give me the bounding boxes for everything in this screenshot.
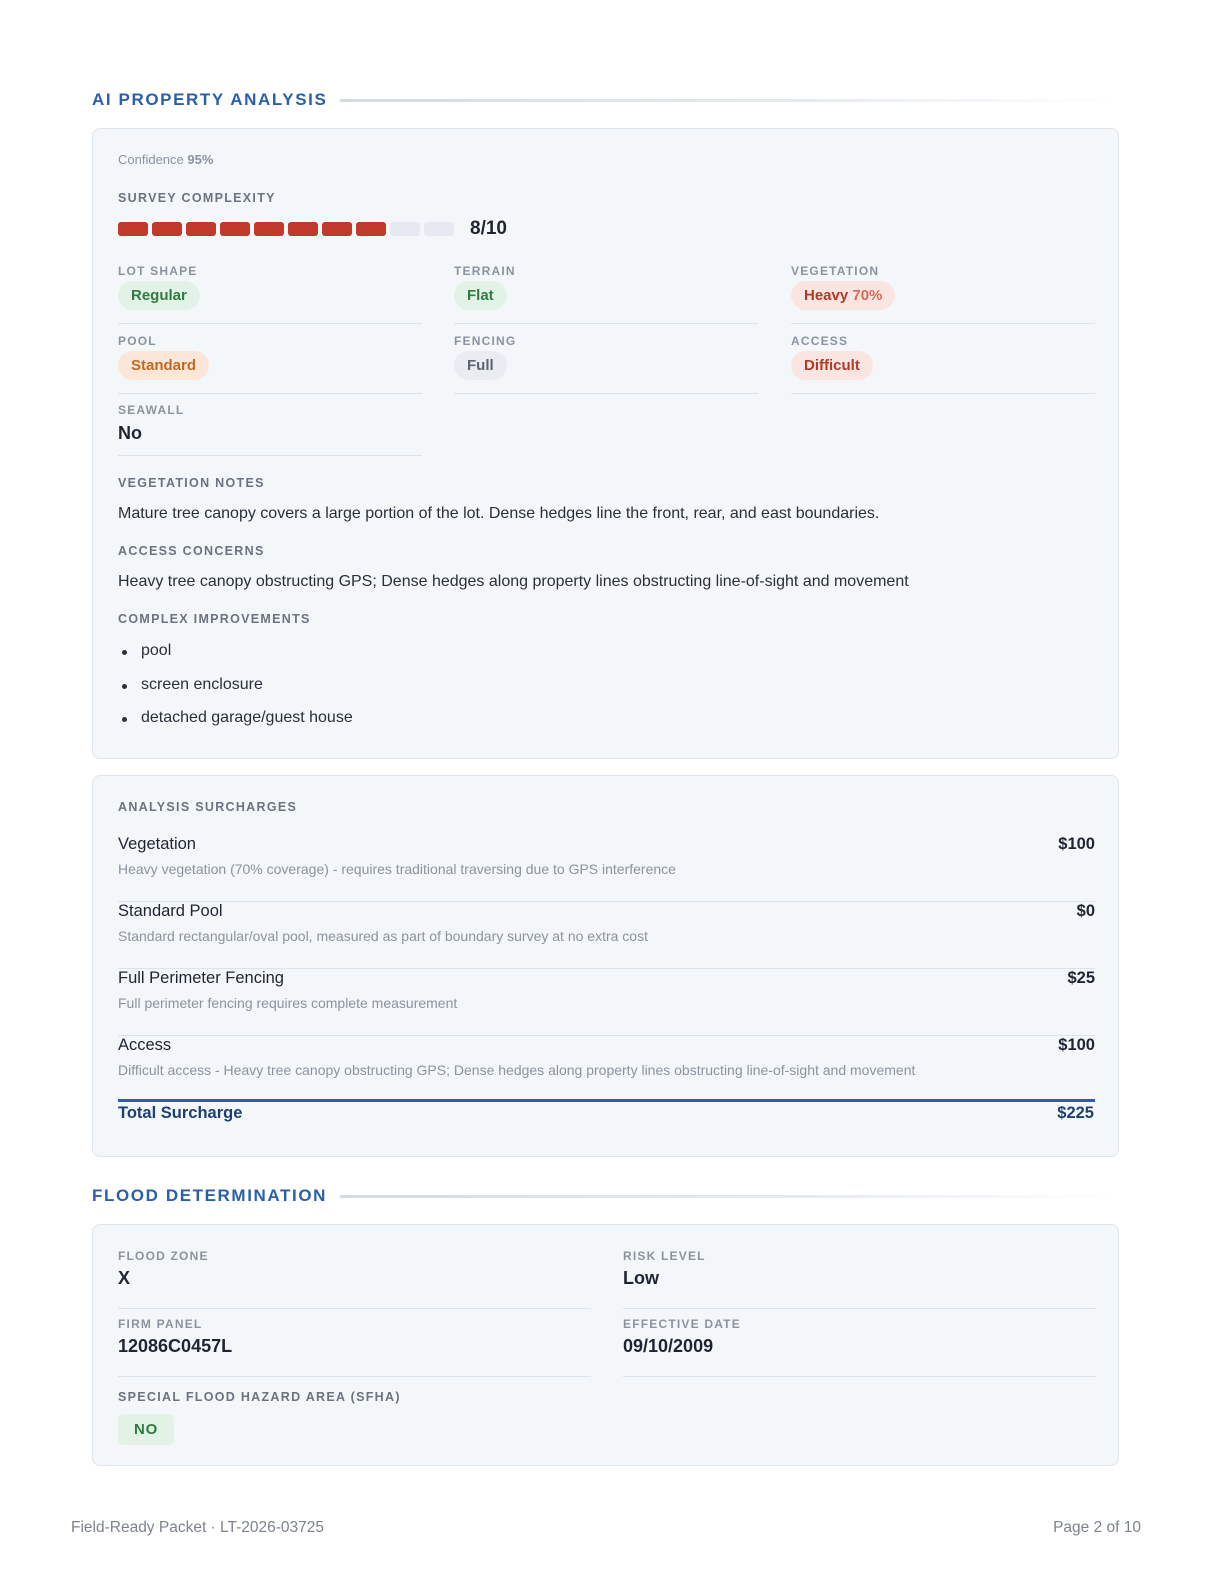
surcharge-name: Standard Pool [118, 902, 223, 920]
confidence-indicator [118, 152, 213, 167]
complexity-segment-filled [254, 222, 284, 236]
complexity-segment-filled [288, 222, 318, 236]
section-divider [340, 99, 1119, 102]
complexity-segment-filled [152, 222, 182, 236]
flood-zone-field [118, 1249, 591, 1309]
attr-label: ACCESS [791, 334, 849, 348]
surcharge-desc: Heavy vegetation (70% coverage) - requires traditional traversing due to GPS interference [118, 861, 676, 877]
surcharge-row-access [118, 1036, 1095, 1102]
surcharge-name: Vegetation [118, 835, 196, 853]
attr-access [791, 334, 1095, 394]
risk-level-field [623, 1249, 1096, 1309]
vegetation-coverage: 70% [852, 287, 883, 304]
surcharge-amount: $0 [1076, 902, 1095, 920]
attr-vegetation [791, 264, 1095, 324]
footer-page-number: Page 2 of 10 [1053, 1519, 1141, 1536]
vegetation-badge [791, 281, 895, 310]
surcharge-name: Access [118, 1036, 172, 1054]
surcharge-amount: $25 [1067, 969, 1095, 987]
complexity-segment-empty [390, 222, 420, 236]
terrain-badge: Flat [454, 281, 507, 310]
flood-heading [92, 1186, 1119, 1206]
flood-card [92, 1224, 1119, 1466]
attr-label: SEAWALL [118, 403, 185, 417]
section-divider [340, 1195, 1119, 1198]
attr-pool [118, 334, 422, 394]
risk-level-label: RISK LEVEL [623, 1249, 706, 1263]
flood-zone-value: X [118, 1268, 131, 1288]
surcharge-amount: $100 [1058, 1036, 1095, 1054]
survey-complexity-label: SURVEY COMPLEXITY [118, 191, 276, 205]
surcharge-desc: Standard rectangular/oval pool, measured as part of boundary survey at no extra cost [118, 928, 648, 944]
ai-analysis-heading [92, 90, 1119, 110]
vegetation-level: Heavy [804, 287, 849, 304]
surcharges-label: ANALYSIS SURCHARGES [118, 800, 298, 814]
complexity-segment-filled [356, 222, 386, 236]
section-title: AI PROPERTY ANALYSIS [92, 90, 328, 109]
property-analysis-card [92, 128, 1119, 759]
pool-badge: Standard [118, 351, 209, 380]
complexity-segment-filled [186, 222, 216, 236]
surcharge-desc: Full perimeter fencing requires complete measurement [118, 995, 458, 1011]
lot-shape-badge: Regular [118, 281, 200, 310]
attr-terrain [454, 264, 758, 324]
surcharge-row-pool [118, 902, 1095, 969]
complexity-segment-filled [220, 222, 250, 236]
list-item: pool [118, 642, 353, 676]
flood-zone-label: FLOOD ZONE [118, 1249, 209, 1263]
surcharge-row-fencing [118, 969, 1095, 1036]
attr-label: POOL [118, 334, 157, 348]
attr-label: LOT SHAPE [118, 264, 198, 278]
sfha-badge: NO [118, 1414, 174, 1445]
access-concerns-text: Heavy tree canopy obstructing GPS; Dense hedges along property lines obstructing line-of-sight and movement [118, 573, 909, 590]
firm-panel-value: 12086C0457L [118, 1336, 233, 1356]
footer-packet-id: Field-Ready Packet · LT-2026-03725 [71, 1519, 325, 1536]
complex-improvements-list [118, 642, 353, 743]
surcharges-card [92, 775, 1119, 1157]
complexity-segments [118, 222, 458, 236]
effective-date-field [623, 1317, 1096, 1377]
surcharge-amount: $100 [1058, 835, 1095, 853]
attr-lot-shape [118, 264, 422, 324]
list-item: screen enclosure [118, 676, 353, 710]
seawall-value: No [118, 423, 142, 443]
surcharge-name: Full Perimeter Fencing [118, 969, 284, 987]
risk-level-value: Low [623, 1268, 659, 1288]
attr-fencing [454, 334, 758, 394]
section-title: FLOOD DETERMINATION [92, 1186, 328, 1205]
firm-panel-label: FIRM PANEL [118, 1317, 203, 1331]
effective-date-value: 09/10/2009 [623, 1336, 714, 1356]
complexity-meter [118, 218, 507, 240]
confidence-label: Confidence [118, 152, 184, 167]
confidence-value: 95% [187, 152, 214, 167]
surcharge-row-vegetation [118, 835, 1095, 902]
total-surcharge-amount: $225 [1057, 1104, 1094, 1122]
access-concerns-label: ACCESS CONCERNS [118, 544, 265, 558]
firm-panel-field [118, 1317, 591, 1377]
complexity-score: 8/10 [470, 218, 507, 239]
list-item: detached garage/guest house [118, 709, 353, 743]
fencing-badge: Full [454, 351, 507, 380]
access-badge: Difficult [791, 351, 873, 380]
surcharge-desc: Difficult access - Heavy tree canopy obstructing GPS; Dense hedges along property lines obstructing line-of-sight and movement [118, 1062, 916, 1078]
vegetation-notes-text: Mature tree canopy covers a large portion of the lot. Dense hedges line the front, rear, and east boundaries. [118, 505, 880, 522]
attr-label: VEGETATION [791, 264, 880, 278]
sfha-label: SPECIAL FLOOD HAZARD AREA (SFHA) [118, 1390, 401, 1404]
vegetation-notes-label: VEGETATION NOTES [118, 476, 265, 490]
attr-label: TERRAIN [454, 264, 516, 278]
complexity-segment-empty [424, 222, 454, 236]
attr-label: FENCING [454, 334, 517, 348]
complexity-segment-filled [322, 222, 352, 236]
complexity-segment-filled [118, 222, 148, 236]
attr-seawall [118, 403, 422, 456]
complex-improvements-label: COMPLEX IMPROVEMENTS [118, 612, 311, 626]
total-surcharge-label: Total Surcharge [118, 1104, 243, 1122]
effective-date-label: EFFECTIVE DATE [623, 1317, 741, 1331]
